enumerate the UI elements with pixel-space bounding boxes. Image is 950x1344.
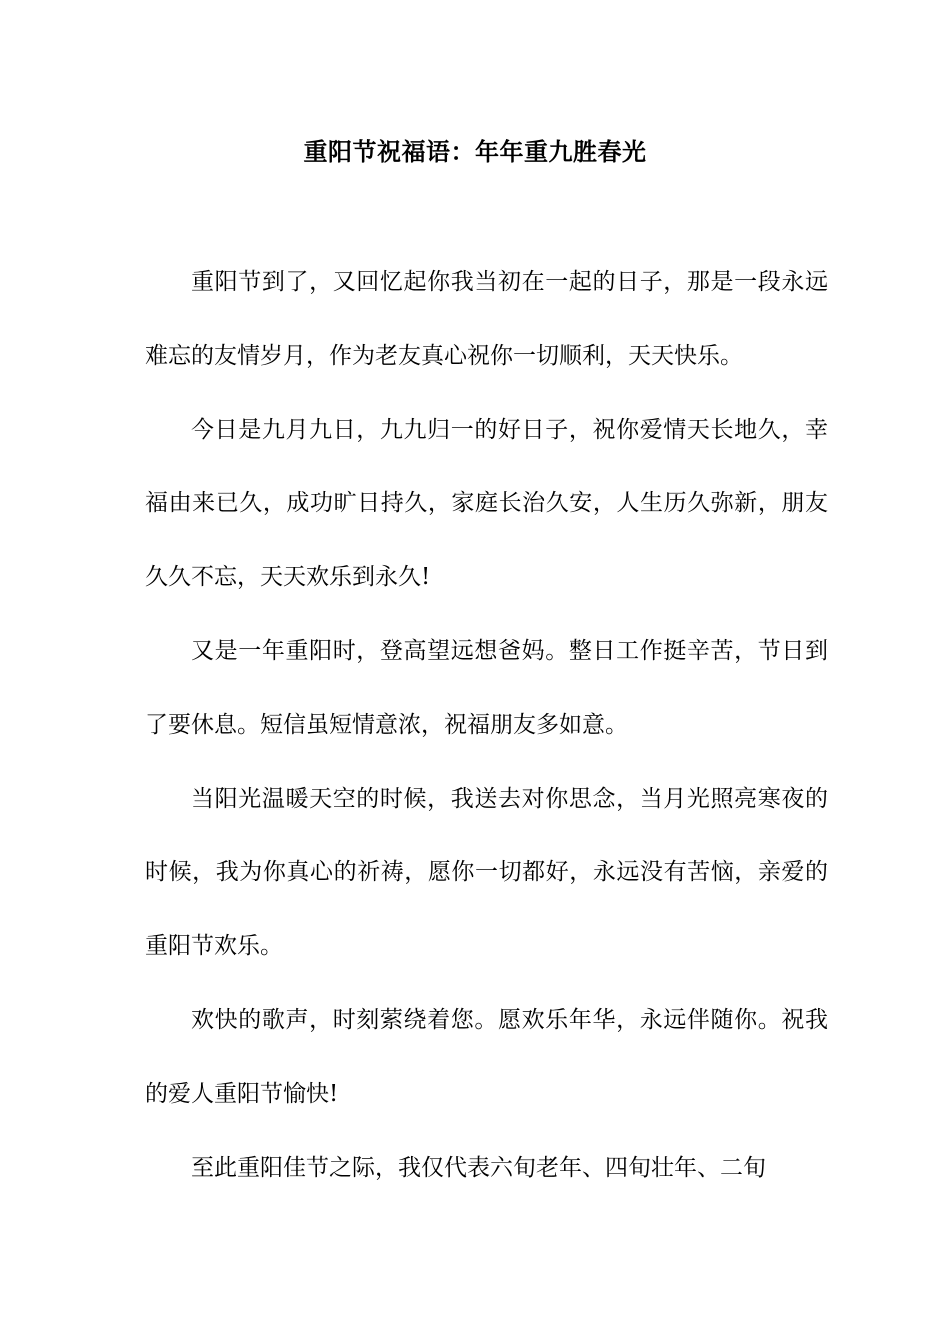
- paragraph: 重阳节到了，又回忆起你我当初在一起的日子，那是一段永远难忘的友情岁月，作为老友真心祝你一切顺利，天天快乐。: [145, 269, 828, 369]
- paragraph: 又是一年重阳时，登高望远想爸妈。整日工作挺辛苦，节日到了要休息。短信虽短情意浓，祝福朋友多如意。: [145, 637, 828, 738]
- paragraph: 今日是九月九日，九九归一的好日子，祝你爱情天长地久，幸福由来已久，成功旷日持久，家庭长治久安，人生历久弥新，朋友久久不忘，天天欢乐到永久!: [145, 416, 828, 591]
- paragraph: 欢快的歌声，时刻萦绕着您。愿欢乐年华，永远伴随你。祝我的爱人重阳节愉快!: [145, 1006, 828, 1107]
- paragraph: 当阳光温暖天空的时候，我送去对你思念，当月光照亮寒夜的时候，我为你真心的祈祷，愿你一切都好，永远没有苦恼，亲爱的重阳节欢乐。: [145, 785, 828, 960]
- document-body: [145, 246, 828, 1205]
- document-title: 重阳节祝福语：年年重九胜春光: [303, 137, 647, 166]
- paragraph: 至此重阳佳节之际，我仅代表六旬老年、四旬壮年、二旬: [191, 1154, 766, 1181]
